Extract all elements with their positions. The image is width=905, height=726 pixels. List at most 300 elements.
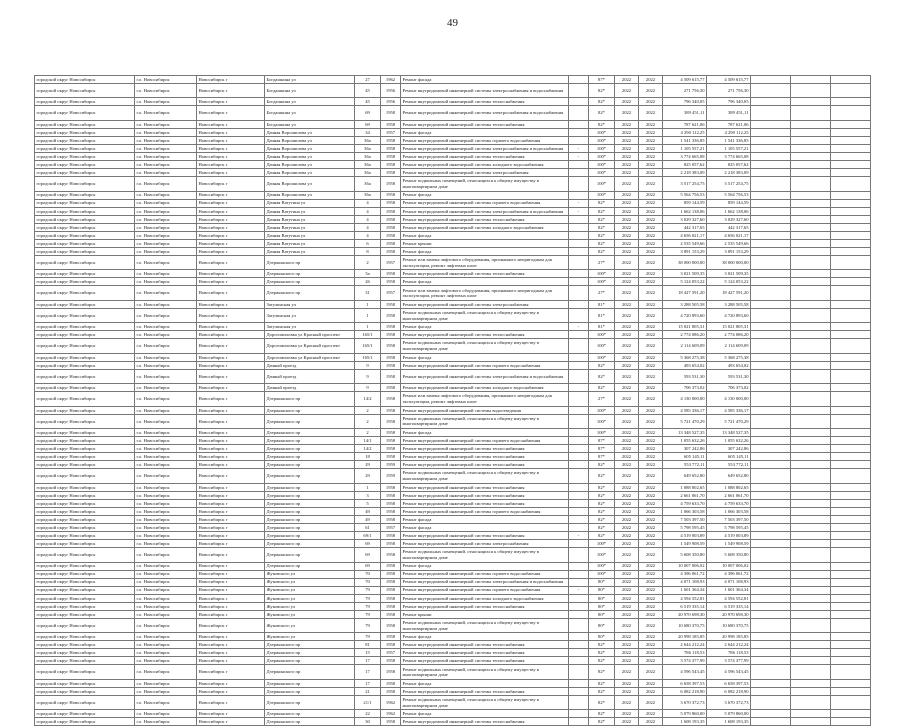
table-row xyxy=(35,570,871,578)
table-row xyxy=(35,718,871,726)
status-cell xyxy=(569,84,589,98)
planned-cost-cell: 389 451,11 xyxy=(663,106,707,120)
empty-cell xyxy=(831,323,871,331)
house-number-cell: 6 xyxy=(355,239,381,247)
street-cell: Дзержинского пр xyxy=(265,679,355,687)
municipality-cell: городской округ Новосибирск xyxy=(35,602,135,610)
planned-cost-cell: 3 517 254,75 xyxy=(663,177,707,191)
house-number-cell: 17 xyxy=(355,679,381,687)
empty-cell xyxy=(791,523,831,531)
empty-cell xyxy=(791,199,831,207)
municipality-cell: городской округ Новосибирск xyxy=(35,353,135,361)
actual-cost-cell: 13 348 527,35 xyxy=(707,429,751,437)
table-row xyxy=(35,695,871,709)
capital-repair-table xyxy=(34,75,871,726)
empty-cell xyxy=(791,641,831,649)
house-number-cell: 17 xyxy=(355,657,381,665)
empty-cell xyxy=(831,618,871,632)
house-number-cell: 8 xyxy=(355,247,381,255)
empty-cell xyxy=(831,199,871,207)
plan-year-cell: 2022 xyxy=(615,586,639,594)
build-year-cell: 1962 xyxy=(381,76,401,84)
house-number-cell: 61 xyxy=(355,523,381,531)
settlement-type-cell: г.о. Новосибирск xyxy=(135,191,197,199)
empty-cell xyxy=(791,169,831,177)
actual-cost-cell: 4 130 000,00 xyxy=(707,392,751,406)
actual-cost-cell: 1 541 336,85 xyxy=(707,136,751,144)
settlement-type-cell: г.о. Новосибирск xyxy=(135,270,197,278)
work-type-cell: Ремонт фасада xyxy=(401,710,569,718)
done-year-cell: 2022 xyxy=(639,507,663,515)
status-cell xyxy=(569,270,589,278)
build-year-cell: 1957 xyxy=(381,649,401,657)
street-cell: Дзержинского пр xyxy=(265,695,355,709)
empty-cell xyxy=(791,445,831,453)
plan-year-cell: 2022 xyxy=(615,120,639,128)
empty-cell xyxy=(751,76,791,84)
plan-year-cell: 2022 xyxy=(615,353,639,361)
plan-year-cell: 2022 xyxy=(615,461,639,469)
planned-cost-cell: 796 340,05 xyxy=(663,98,707,106)
status-cell xyxy=(569,710,589,718)
table-row xyxy=(35,618,871,632)
wear-percent-cell: 100* xyxy=(589,145,615,153)
empty-cell xyxy=(791,532,831,540)
table-row xyxy=(35,331,871,339)
settlement-cell: Новосибирск г xyxy=(197,695,265,709)
empty-cell xyxy=(751,515,791,523)
settlement-cell: Новосибирск г xyxy=(197,679,265,687)
empty-cell xyxy=(751,532,791,540)
build-year-cell: 1958 xyxy=(381,339,401,353)
street-cell: Богдашкина ул xyxy=(265,106,355,120)
plan-year-cell: 2022 xyxy=(615,570,639,578)
settlement-type-cell: г.о. Новосибирск xyxy=(135,507,197,515)
plan-year-cell: 2022 xyxy=(615,710,639,718)
empty-cell xyxy=(831,145,871,153)
status-cell xyxy=(569,695,589,709)
table-row xyxy=(35,414,871,428)
status-cell xyxy=(569,255,589,269)
settlement-cell: Новосибирск г xyxy=(197,255,265,269)
table-row xyxy=(35,657,871,665)
build-year-cell: 1958 xyxy=(381,392,401,406)
planned-cost-cell: 4 656 021,17 xyxy=(663,231,707,239)
build-year-cell: 1958 xyxy=(381,483,401,491)
planned-cost-cell: 2 644 212,24 xyxy=(663,641,707,649)
done-year-cell: 2022 xyxy=(639,161,663,169)
wear-percent-cell: 82* xyxy=(589,665,615,679)
house-number-cell: 5а xyxy=(355,270,381,278)
table-row xyxy=(35,223,871,231)
planned-cost-cell: 4 130 000,00 xyxy=(663,392,707,406)
build-year-cell: 1958 xyxy=(381,594,401,602)
work-type-cell: Ремонт внутридомовой инженерной системы водоотведения xyxy=(401,406,569,414)
wear-percent-cell: 100* xyxy=(589,169,615,177)
settlement-cell: Новосибирск г xyxy=(197,718,265,726)
done-year-cell: 2022 xyxy=(639,361,663,369)
build-year-cell: 1958 xyxy=(381,562,401,570)
work-type-cell: Ремонт внутридомовой инженерной системы электроснабжения xyxy=(401,300,569,308)
plan-year-cell: 2022 xyxy=(615,665,639,679)
empty-cell xyxy=(791,610,831,618)
table-row xyxy=(35,300,871,308)
work-type-cell: Ремонт внутридомовой инженерной системы теплоснабжения xyxy=(401,657,569,665)
table-row xyxy=(35,483,871,491)
build-year-cell: 1958 xyxy=(381,223,401,231)
plan-year-cell: 2022 xyxy=(615,223,639,231)
empty-cell xyxy=(791,247,831,255)
municipality-cell: городской округ Новосибирск xyxy=(35,84,135,98)
actual-cost-cell: 442 317,65 xyxy=(707,223,751,231)
actual-cost-cell: 2 535 549,66 xyxy=(707,239,751,247)
settlement-type-cell: г.о. Новосибирск xyxy=(135,641,197,649)
empty-cell xyxy=(791,331,831,339)
empty-cell xyxy=(751,323,791,331)
municipality-cell: городской округ Новосибирск xyxy=(35,618,135,632)
empty-cell xyxy=(791,540,831,548)
municipality-cell: городской округ Новосибирск xyxy=(35,270,135,278)
work-type-cell: Ремонт крыши xyxy=(401,610,569,618)
actual-cost-cell: 3 029 327,60 xyxy=(707,215,751,223)
planned-cost-cell: 10 680 370,75 xyxy=(663,618,707,632)
empty-cell xyxy=(791,507,831,515)
house-number-cell: 14/1 xyxy=(355,437,381,445)
plan-year-cell: 2022 xyxy=(615,153,639,161)
settlement-cell: Новосибирск г xyxy=(197,331,265,339)
municipality-cell: городской округ Новосибирск xyxy=(35,657,135,665)
table-row xyxy=(35,491,871,499)
actual-cost-cell: 4 585 336,17 xyxy=(707,406,751,414)
empty-cell xyxy=(791,437,831,445)
table-row xyxy=(35,406,871,414)
empty-cell xyxy=(751,177,791,191)
table-row xyxy=(35,532,871,540)
table-row xyxy=(35,602,871,610)
empty-cell xyxy=(751,610,791,618)
build-year-cell: 1958 xyxy=(381,437,401,445)
done-year-cell: 2022 xyxy=(639,469,663,483)
empty-cell xyxy=(791,414,831,428)
settlement-cell: Новосибирск г xyxy=(197,429,265,437)
municipality-cell: городской округ Новосибирск xyxy=(35,278,135,286)
wear-percent-cell: 82* xyxy=(589,679,615,687)
settlement-cell: Новосибирск г xyxy=(197,445,265,453)
done-year-cell: 2022 xyxy=(639,353,663,361)
settlement-type-cell: г.о. Новосибирск xyxy=(135,223,197,231)
status-cell xyxy=(569,649,589,657)
plan-year-cell: 2022 xyxy=(615,523,639,531)
settlement-cell: Новосибирск г xyxy=(197,491,265,499)
actual-cost-cell: 706 373,02 xyxy=(707,384,751,392)
house-number-cell: 9 xyxy=(355,361,381,369)
empty-cell xyxy=(791,453,831,461)
build-year-cell: 1958 xyxy=(381,406,401,414)
plan-year-cell: 2022 xyxy=(615,215,639,223)
municipality-cell: городской округ Новосибирск xyxy=(35,128,135,136)
municipality-cell: городской округ Новосибирск xyxy=(35,215,135,223)
municipality-cell: городской округ Новосибирск xyxy=(35,136,135,144)
settlement-cell: Новосибирск г xyxy=(197,161,265,169)
settlement-type-cell: г.о. Новосибирск xyxy=(135,153,197,161)
empty-cell xyxy=(791,687,831,695)
settlement-type-cell: г.о. Новосибирск xyxy=(135,353,197,361)
work-type-cell: Ремонт внутридомовой инженерной системы теплоснабжения xyxy=(401,641,569,649)
status-cell xyxy=(569,191,589,199)
empty-cell xyxy=(751,300,791,308)
empty-cell xyxy=(751,223,791,231)
status-cell xyxy=(569,76,589,84)
table-row xyxy=(35,641,871,649)
settlement-type-cell: г.о. Новосибирск xyxy=(135,649,197,657)
planned-cost-cell: 20 970 698,30 xyxy=(663,610,707,618)
municipality-cell: городской округ Новосибирск xyxy=(35,76,135,84)
empty-cell xyxy=(791,128,831,136)
empty-cell xyxy=(791,657,831,665)
street-cell: Дзержинского пр xyxy=(265,483,355,491)
wear-percent-cell: 87* xyxy=(589,453,615,461)
street-cell: Жуковского ул xyxy=(265,586,355,594)
house-number-cell: 36а xyxy=(355,191,381,199)
empty-cell xyxy=(831,461,871,469)
settlement-type-cell: г.о. Новосибирск xyxy=(135,562,197,570)
status-cell xyxy=(569,278,589,286)
street-cell: Дачная Ватутина ул xyxy=(265,231,355,239)
empty-cell xyxy=(831,169,871,177)
street-cell: Дзержинского пр xyxy=(265,657,355,665)
build-year-cell: 1958 xyxy=(381,657,401,665)
municipality-cell: городской округ Новосибирск xyxy=(35,469,135,483)
actual-cost-cell: 5 079 860,00 xyxy=(707,710,751,718)
house-number-cell: 70 xyxy=(355,570,381,578)
done-year-cell: 2022 xyxy=(639,610,663,618)
settlement-type-cell: г.о. Новосибирск xyxy=(135,633,197,641)
empty-cell xyxy=(831,665,871,679)
work-type-cell: Ремонт внутридомовой инженерной системы горячего водоснабжения xyxy=(401,570,569,578)
table-row xyxy=(35,278,871,286)
street-cell: Дачная Ворошилова ул xyxy=(265,161,355,169)
status-cell xyxy=(569,562,589,570)
empty-cell xyxy=(831,548,871,562)
municipality-cell: городской округ Новосибирск xyxy=(35,483,135,491)
actual-cost-cell: 10 007 006,02 xyxy=(707,562,751,570)
municipality-cell: городской округ Новосибирск xyxy=(35,414,135,428)
planned-cost-cell: 825 057,62 xyxy=(663,161,707,169)
settlement-cell: Новосибирск г xyxy=(197,128,265,136)
table-row xyxy=(35,437,871,445)
empty-cell xyxy=(831,270,871,278)
municipality-cell: городской округ Новосибирск xyxy=(35,392,135,406)
build-year-cell: 1958 xyxy=(381,414,401,428)
empty-cell xyxy=(791,665,831,679)
empty-cell xyxy=(751,215,791,223)
empty-cell xyxy=(831,177,871,191)
wear-percent-cell: 82* xyxy=(589,641,615,649)
actual-cost-cell: 2 661 061,70 xyxy=(707,491,751,499)
work-type-cell: Ремонт внутридомовой инженерной системы теплоснабжения xyxy=(401,649,569,657)
table-row xyxy=(35,145,871,153)
empty-cell xyxy=(791,84,831,98)
empty-cell xyxy=(791,392,831,406)
empty-cell xyxy=(791,323,831,331)
build-year-cell: 1958 xyxy=(381,270,401,278)
planned-cost-cell: 4 594 552,81 xyxy=(663,594,707,602)
wear-percent-cell: 82* xyxy=(589,199,615,207)
planned-cost-cell: 593 531,30 xyxy=(663,369,707,383)
table-body xyxy=(35,76,871,726)
empty-cell xyxy=(751,231,791,239)
actual-cost-cell: 2 218 383,09 xyxy=(707,169,751,177)
planned-cost-cell: 2 661 061,70 xyxy=(663,491,707,499)
settlement-type-cell: г.о. Новосибирск xyxy=(135,199,197,207)
planned-cost-cell: 13 348 527,35 xyxy=(663,429,707,437)
build-year-cell: 1958 xyxy=(381,369,401,383)
settlement-type-cell: г.о. Новосибирск xyxy=(135,437,197,445)
municipality-cell: городской округ Новосибирск xyxy=(35,384,135,392)
wear-percent-cell: 81* xyxy=(589,308,615,322)
planned-cost-cell: 1 088 802,65 xyxy=(663,483,707,491)
empty-cell xyxy=(831,429,871,437)
table-row xyxy=(35,177,871,191)
municipality-cell: городской округ Новосибирск xyxy=(35,461,135,469)
settlement-cell: Новосибирск г xyxy=(197,523,265,531)
build-year-cell: 1959 xyxy=(381,469,401,483)
settlement-type-cell: г.о. Новосибирск xyxy=(135,687,197,695)
work-type-cell: Ремонт внутридомовой инженерной системы теплоснабжения xyxy=(401,532,569,540)
empty-cell xyxy=(751,270,791,278)
done-year-cell: 2022 xyxy=(639,429,663,437)
actual-cost-cell: 1 549 908,59 xyxy=(707,540,751,548)
planned-cost-cell: 1 608 193,35 xyxy=(663,718,707,726)
house-number-cell: 165/1 xyxy=(355,331,381,339)
work-type-cell: Ремонт внутридомовой инженерной системы электроснабжения и водоснабжения xyxy=(401,84,569,98)
empty-cell xyxy=(791,270,831,278)
wear-percent-cell: 27* xyxy=(589,255,615,269)
house-number-cell: 79 xyxy=(355,602,381,610)
house-number-cell: 4 xyxy=(355,215,381,223)
work-type-cell: Ремонт внутридомовой инженерной системы электроснабжения и водоснабжения xyxy=(401,145,569,153)
wear-percent-cell: 80* xyxy=(589,618,615,632)
work-type-cell: Ремонт внутридомовой инженерной системы электроснабжения xyxy=(401,169,569,177)
work-type-cell: Ремонт внутридомовой инженерной системы горячего водоснабжения xyxy=(401,437,569,445)
street-cell: Жуковского ул xyxy=(265,618,355,632)
house-number-cell: 69/1 xyxy=(355,532,381,540)
wear-percent-cell: 82* xyxy=(589,695,615,709)
plan-year-cell: 2022 xyxy=(615,169,639,177)
house-number-cell: 2 xyxy=(355,429,381,437)
work-type-cell: Ремонт внутридомовой инженерной системы теплоснабжения xyxy=(401,215,569,223)
empty-cell xyxy=(791,153,831,161)
empty-cell xyxy=(831,223,871,231)
empty-cell xyxy=(791,286,831,300)
actual-cost-cell: 4 290 112,25 xyxy=(707,128,751,136)
wear-percent-cell: 82* xyxy=(589,369,615,383)
actual-cost-cell: 389 451,11 xyxy=(707,106,751,120)
actual-cost-cell: 7 503 397,50 xyxy=(707,515,751,523)
settlement-cell: Новосибирск г xyxy=(197,361,265,369)
status-cell xyxy=(569,361,589,369)
actual-cost-cell: 1 662 138,06 xyxy=(707,207,751,215)
wear-percent-cell: 100* xyxy=(589,339,615,353)
table-row xyxy=(35,153,871,161)
settlement-cell: Новосибирск г xyxy=(197,507,265,515)
house-number-cell: 165/1 xyxy=(355,339,381,353)
plan-year-cell: 2022 xyxy=(615,145,639,153)
street-cell: Дачная Ворошилова ул xyxy=(265,153,355,161)
empty-cell xyxy=(831,98,871,106)
planned-cost-cell: 18 427 591,20 xyxy=(663,286,707,300)
table-row xyxy=(35,679,871,687)
planned-cost-cell: 5 079 860,00 xyxy=(663,710,707,718)
empty-cell xyxy=(831,392,871,406)
table-row xyxy=(35,215,871,223)
street-cell: Богдашкина ул xyxy=(265,120,355,128)
status-cell xyxy=(569,120,589,128)
planned-cost-cell: 38 000 000,00 xyxy=(663,255,707,269)
build-year-cell: 1958 xyxy=(381,106,401,120)
street-cell: Дачная Ватутина ул xyxy=(265,223,355,231)
street-cell: Дачная Ворошилова ул xyxy=(265,145,355,153)
empty-cell xyxy=(831,602,871,610)
settlement-type-cell: г.о. Новосибирск xyxy=(135,177,197,191)
settlement-cell: Новосибирск г xyxy=(197,657,265,665)
municipality-cell: городской округ Новосибирск xyxy=(35,153,135,161)
wear-percent-cell: 82* xyxy=(589,106,615,120)
actual-cost-cell: 5 608 350,80 xyxy=(707,548,751,562)
actual-cost-cell: 3 517 254,75 xyxy=(707,177,751,191)
build-year-cell: 1958 xyxy=(381,145,401,153)
empty-cell xyxy=(791,161,831,169)
done-year-cell: 2022 xyxy=(639,649,663,657)
plan-year-cell: 2022 xyxy=(615,247,639,255)
empty-cell xyxy=(791,353,831,361)
empty-cell xyxy=(831,247,871,255)
settlement-type-cell: г.о. Новосибирск xyxy=(135,278,197,286)
wear-percent-cell: 80* xyxy=(589,594,615,602)
work-type-cell: Ремонт внутридомовой инженерной системы горячего водоснабжения xyxy=(401,199,569,207)
municipality-cell: городской округ Новосибирск xyxy=(35,331,135,339)
house-number-cell: 21 xyxy=(355,687,381,695)
wear-percent-cell: 82* xyxy=(589,361,615,369)
build-year-cell: 1962 xyxy=(381,710,401,718)
empty-cell xyxy=(791,231,831,239)
house-number-cell: 49 xyxy=(355,507,381,515)
done-year-cell: 2022 xyxy=(639,231,663,239)
done-year-cell: 2022 xyxy=(639,453,663,461)
plan-year-cell: 2022 xyxy=(615,453,639,461)
settlement-type-cell: г.о. Новосибирск xyxy=(135,695,197,709)
done-year-cell: 2022 xyxy=(639,76,663,84)
empty-cell xyxy=(751,286,791,300)
wear-percent-cell: 80* xyxy=(589,610,615,618)
done-year-cell: 2022 xyxy=(639,286,663,300)
table-row xyxy=(35,199,871,207)
plan-year-cell: 2022 xyxy=(615,255,639,269)
street-cell: Дзержинского пр xyxy=(265,286,355,300)
settlement-type-cell: г.о. Новосибирск xyxy=(135,445,197,453)
table-row xyxy=(35,247,871,255)
empty-cell xyxy=(791,384,831,392)
work-type-cell: Ремонт внутридомовой инженерной системы теплоснабжения xyxy=(401,602,569,610)
plan-year-cell: 2022 xyxy=(615,106,639,120)
table-row xyxy=(35,687,871,695)
empty-cell xyxy=(791,177,831,191)
settlement-cell: Новосибирск г xyxy=(197,437,265,445)
wear-percent-cell: 82* xyxy=(589,532,615,540)
status-cell xyxy=(569,369,589,383)
work-type-cell: Ремонт подвальных помещений, относящихся к общему имуществу в многоквартирном доме xyxy=(401,308,569,322)
house-number-cell: 79 xyxy=(355,586,381,594)
